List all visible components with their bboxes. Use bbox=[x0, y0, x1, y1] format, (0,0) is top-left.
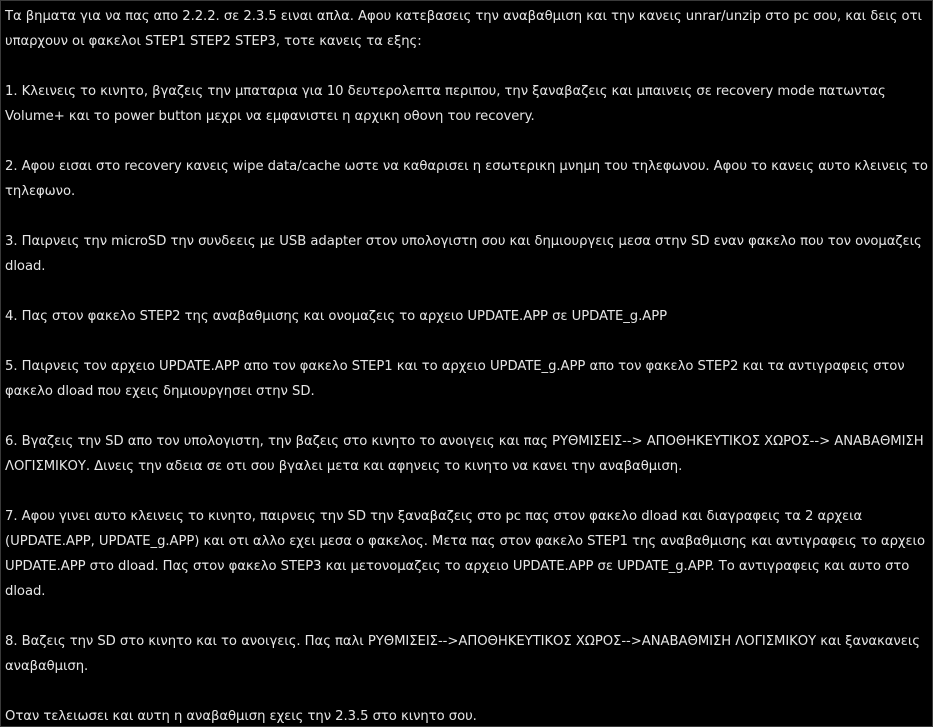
post-step-5: 5. Παιρνεις τον αρχειο UPDATE.APP απο τον φακελο STEP1 και το αρχειο UPDATE_g.APP απο τον φακελο STEP2 και τα αντιγραφεις στον φακελο dload που εχεις δημιουργησει στην SD. bbox=[5, 359, 905, 399]
post-step-1: 1. Κλεινεις το κινητο, βγαζεις την μπαταρια για 10 δευτερολεπτα περιπου, την ξαναβαζεις και μπαινεις σε recovery mode πατωντας Volume+ και το power button μεχρι να εμφανιστει η αρχικη οθονη του recovery. bbox=[5, 84, 886, 124]
post-step-6: 6. Βγαζεις την SD απο τον υπολογιστη, την βαζεις στο κινητο το ανοιγεις και πας ΡΥΘΜΙΣΕΙΣ--> ΑΠΟΘΗΚΕΥΤΙΚΟΣ ΧΩΡΟΣ--> ΑΝΑΒΑΘΜΙΣΗ ΛΟΓΙΣΜΙΚΟΥ. Δινεις την αδεια σε οτι σου βγαλει μετα και αφηνεις το κινητο να κανει την αναβαθμιση. bbox=[5, 434, 924, 474]
post-step-8: 8. Βαζεις την SD στο κινητο και το ανοιγεις. Πας παλι ΡΥΘΜΙΣΕΙΣ-->ΑΠΟΘΗΚΕΥΤΙΚΟΣ ΧΩΡΟΣ-->ΑΝΑΒΑΘΜΙΣΗ ΛΟΓΙΣΜΙΚΟΥ και ξανακανεις αναβαθμιση. bbox=[5, 634, 920, 674]
post-outro: Οταν τελειωσει και αυτη η αναβαθμιση εχεις την 2.3.5 στο κινητο σου. bbox=[5, 709, 477, 724]
post-step-7: 7. Αφου γινει αυτο κλεινεις το κινητο, παιρνεις την SD την ξαναβαζεις στο pc πας στον φακελο dload και διαγραφεις τα 2 αρχεια (UPDATE.APP, UPDATE_g.APP) και οτι αλλο εχει μεσα ο φακελος. Μετα πας στον φακελο STEP1 της αναβαθμισης και αντιγραφεις το αρχειο UPDATE.APP στο dload. Πας στον φακελο STEP3 και μετονομαζεις το αρχειο UPDATE.APP σε UPDATE_g.APP. Το αντιγραφεις και αυτο στο dload. bbox=[5, 509, 925, 599]
post-step-3: 3. Παιρνεις την microSD την συνδεεις με USB adapter στον υπολογιστη σου και δημιουργεις μεσα στην SD εναν φακελο που τον ονομαζεις dload. bbox=[5, 234, 922, 274]
post-intro: Τα βηματα για να πας απο 2.2.2. σε 2.3.5 ειναι απλα. Αφου κατεβασεις την αναβαθμιση και την κανεις unrar/unzip στο pc σου, και δεις οτι υπαρχουν οι φακελοι STEP1 STEP2 STEP3, τοτε κανεις τα εξης: bbox=[5, 9, 922, 49]
post-step-2: 2. Αφου εισαι στο recovery κανεις wipe data/cache ωστε να καθαρισει η εσωτερικη μνημη του τηλεφωνου. Αφου το κανεις αυτο κλεινεις το τηλεφωνο. bbox=[5, 159, 928, 199]
post-step-4: 4. Πας στον φακελο STEP2 της αναβαθμισης και ονομαζεις το αρχειο UPDATE.APP σε UPDATE_g.APP bbox=[5, 309, 668, 324]
